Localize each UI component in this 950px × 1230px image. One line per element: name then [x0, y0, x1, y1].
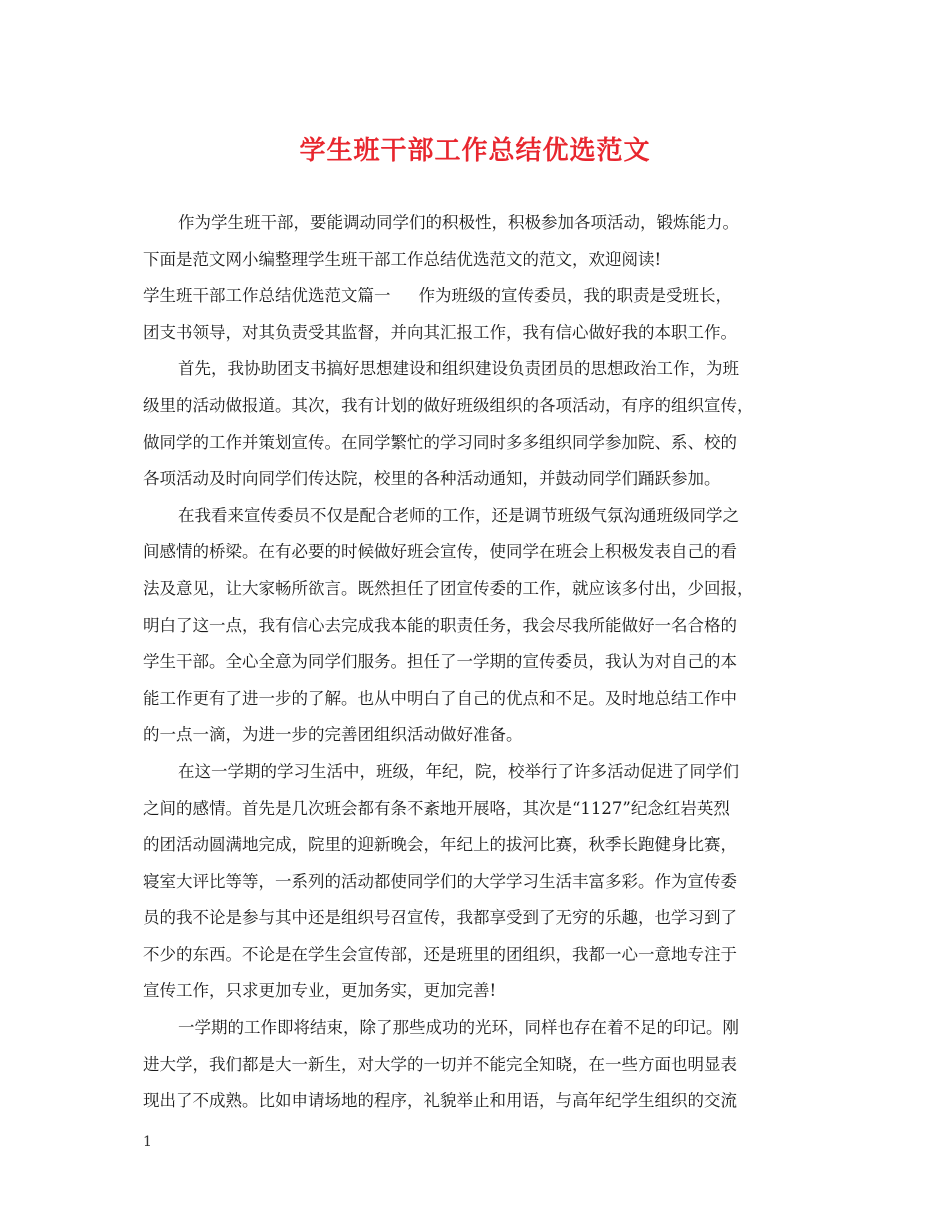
- paragraph-line: 下面是范文网小编整理学生班干部工作总结优选范文的范文，欢迎阅读!: [143, 249, 662, 269]
- paragraph-text: 作为班级的宣传委员，我的职责是受班长，: [418, 286, 732, 306]
- section-heading: 学生班干部工作总结优选范文篇一: [143, 286, 391, 306]
- page-number: 1: [143, 1134, 152, 1150]
- paragraph-line: 不少的东西。不论是在学生会宣传部，还是班里的团组织，我都一心一意地专注于: [143, 944, 737, 964]
- paragraph-line: 首先，我协助团支书搞好思想建设和组织建设负责团员的思想政治工作，为班: [178, 359, 739, 379]
- paragraph-line: 一学期的工作即将结束，除了那些成功的光环，同样也存在着不足的印记。刚: [178, 1018, 739, 1038]
- paragraph-line: 学生干部。全心全意为同学们服务。担任了一学期的宣传委员，我认为对自己的本: [143, 652, 737, 672]
- paragraph-line: 之间的感情。首先是几次班会都有条不紊地开展咯，其次是“1127”纪念红岩英烈: [143, 798, 730, 818]
- paragraph-line: 作为学生班干部，要能调动同学们的积极性，积极参加各项活动，锻炼能力。: [178, 213, 739, 232]
- document-title: 学生班干部工作总结优选范文: [299, 136, 651, 166]
- paragraph-line: 间感情的桥梁。在有必要的时候做好班会宣传，使同学在班会上积极发表自己的看: [143, 542, 737, 562]
- paragraph-line: 的一点一滴，为进一步的完善团组织活动做好准备。: [143, 725, 523, 745]
- paragraph-line: 能工作更有了进一步的了解。也从中明白了自己的优点和不足。及时地总结工作中: [143, 688, 737, 708]
- paragraph-line: 法及意见，让大家畅所欲言。既然担任了团宣传委的工作，就应该多付出，少回报，: [143, 578, 754, 598]
- paragraph-line: 各项活动及时向同学们传达院，校里的各种活动通知，并鼓动同学们踊跃参加。: [143, 469, 721, 489]
- paragraph-line: 做同学的工作并策划宣传。在同学繁忙的学习同时多多组织同学参加院、系、校的: [143, 432, 737, 452]
- paragraph-line: 员的我不论是参与其中还是组织号召宣传，我都享受到了无穷的乐趣，也学习到了: [143, 908, 737, 928]
- paragraph-line: 现出了不成熟。比如申请场地的程序，礼貌举止和用语，与高年纪学生组织的交流: [143, 1091, 737, 1111]
- section-heading-line: [143, 278, 823, 315]
- paragraph-line: 明白了这一点，我有信心去完成我本能的职责任务，我会尽我所能做好一名合格的: [143, 615, 737, 635]
- paragraph-line: 级里的活动做报道。其次，我有计划的做好班级组织的各项活动，有序的组织宣传，: [143, 395, 754, 415]
- paragraph-line: 在我看来宣传委员不仅是配合老师的工作，还是调节班级气氛沟通班级同学之: [178, 505, 739, 525]
- document-body: [143, 205, 823, 1120]
- paragraph-line: 在这一学期的学习生活中，班级，年纪，院，校举行了许多活动促进了同学们: [178, 761, 739, 781]
- paragraph-line: 寝室大评比等等，一系列的活动都使同学们的大学学习生活丰富多彩。作为宣传委: [143, 871, 737, 891]
- paragraph-line: 宣传工作，只求更加专业，更加务实，更加完善!: [143, 981, 497, 1001]
- paragraph-line: 的团活动圆满地完成，院里的迎新晚会，年纪上的拔河比赛，秋季长跑健身比赛，: [143, 835, 737, 855]
- paragraph-line: 进大学，我们都是大一新生，对大学的一切并不能完全知晓，在一些方面也明显表: [143, 1054, 737, 1074]
- paragraph-line: 团支书领导，对其负责受其监督，并向其汇报工作，我有信心做好我的本职工作。: [143, 322, 737, 342]
